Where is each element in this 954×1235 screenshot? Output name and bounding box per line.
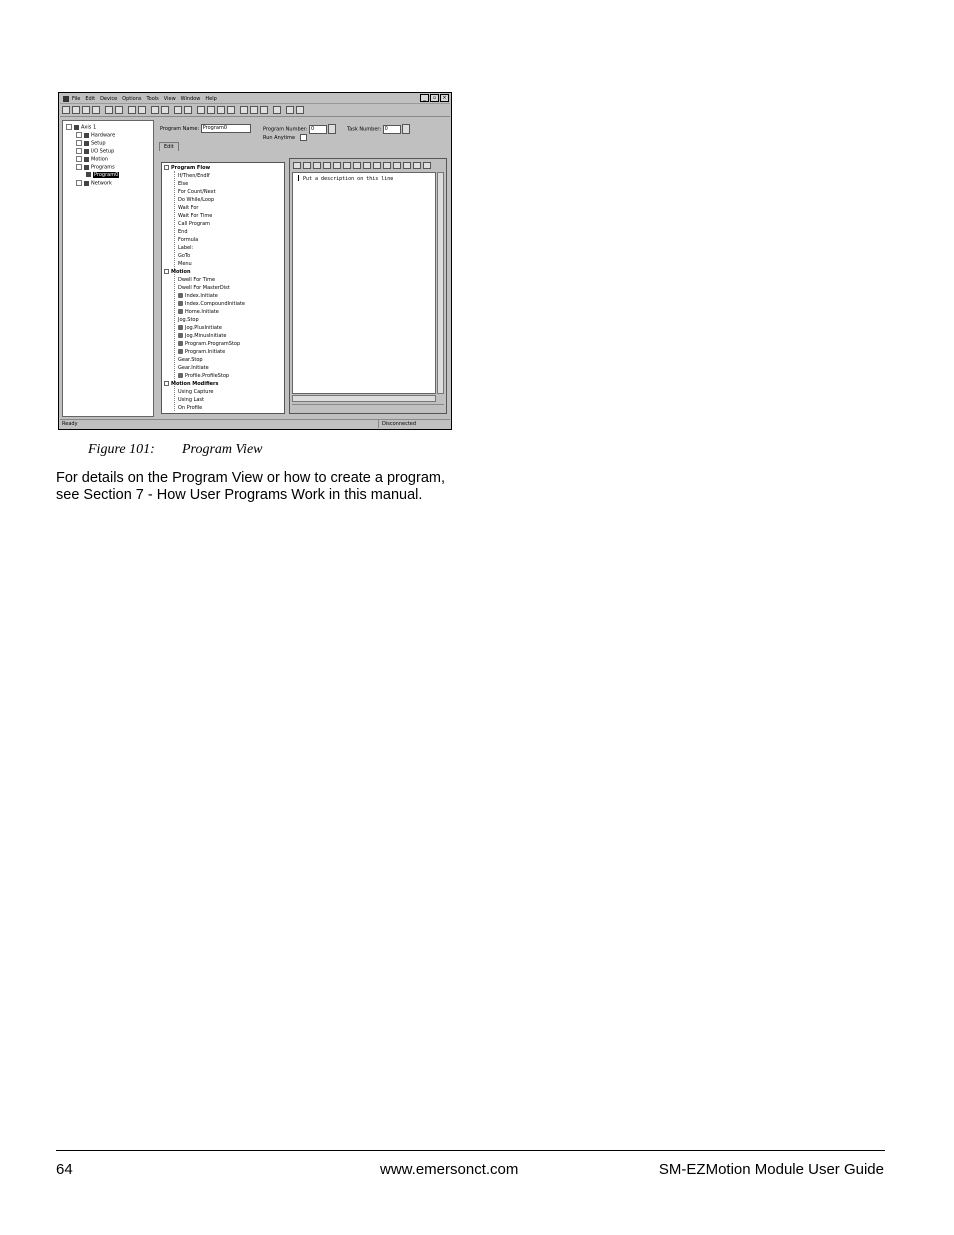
menu-item[interactable]: Edit — [85, 95, 96, 102]
toolbar-button-icon[interactable] — [286, 106, 294, 114]
motion-command-icon — [178, 341, 183, 346]
expand-icon[interactable] — [76, 180, 82, 186]
figure-number: Figure 101: — [88, 442, 155, 457]
command-label: Program.ProgramStop — [185, 341, 241, 347]
editor-toolbar-button-icon[interactable] — [393, 162, 401, 169]
editor-toolbar-button-icon[interactable] — [423, 162, 431, 169]
editor-toolbar-button-icon[interactable] — [303, 162, 311, 169]
menu-item[interactable]: Tools — [146, 95, 159, 102]
command-label: Index.Initiate — [185, 293, 218, 299]
tree-node-label: Axis 1 — [81, 124, 97, 131]
tree-node-label: Network — [91, 180, 112, 187]
editor-text-area[interactable] — [292, 172, 436, 394]
collapse-icon[interactable] — [164, 269, 169, 274]
command-label: End — [178, 229, 188, 235]
restore-icon[interactable]: ▫ — [430, 94, 439, 102]
run-anytime-row — [263, 134, 307, 141]
command-label: Index.CompoundInitiate — [185, 301, 246, 307]
command-label: Wait For — [178, 205, 199, 211]
editor-toolbar-button-icon[interactable] — [413, 162, 421, 169]
program-name-label: Program Name: — [160, 126, 200, 132]
editor-toolbar-button-icon[interactable] — [323, 162, 331, 169]
tree-node-label: Programs — [91, 164, 115, 171]
vertical-scrollbar[interactable] — [437, 172, 444, 394]
expand-icon[interactable] — [76, 148, 82, 154]
program-number-label: Program Number: — [263, 126, 308, 133]
minimize-icon[interactable]: _ — [420, 94, 429, 102]
tab-edit[interactable]: Edit — [159, 142, 179, 151]
tree-node[interactable] — [76, 180, 112, 187]
toolbar-button-icon[interactable] — [82, 106, 90, 114]
editor-toolbar-button-icon[interactable] — [343, 162, 351, 169]
tree-node-label: Program0 — [94, 172, 119, 178]
toolbar-button-icon[interactable] — [296, 106, 304, 114]
toolbar-button-icon[interactable] — [115, 106, 123, 114]
command-item[interactable] — [178, 333, 226, 339]
command-label: Do While/Loop — [178, 197, 215, 203]
tree-node-icon — [84, 141, 89, 146]
editor-toolbar-button-icon[interactable] — [353, 162, 361, 169]
footer-guide-title: SM-EZMotion Module User Guide — [658, 1161, 884, 1178]
tree-node[interactable] — [76, 156, 108, 163]
menu-item[interactable]: View — [163, 95, 176, 102]
collapse-icon[interactable] — [164, 165, 169, 170]
toolbar-button-icon[interactable] — [217, 106, 225, 114]
window-controls — [420, 94, 449, 102]
body-paragraph: For details on the Program View or how to create a program, see Section 7 - How User Programs Work in this manual. — [56, 470, 446, 503]
program-number-row — [263, 124, 336, 134]
collapse-icon[interactable] — [164, 381, 169, 386]
tree-node-label: Setup — [91, 140, 106, 147]
toolbar-button-icon[interactable] — [260, 106, 268, 114]
command-item[interactable] — [178, 277, 215, 283]
program-number-input[interactable]: 0 — [309, 125, 327, 134]
toolbar-button-icon[interactable] — [174, 106, 182, 114]
editor-toolbar-button-icon[interactable] — [373, 162, 381, 169]
toolbar-button-icon[interactable] — [273, 106, 281, 114]
toolbar-button-icon[interactable] — [138, 106, 146, 114]
motion-command-icon — [178, 333, 183, 338]
menu-item[interactable]: Window — [180, 95, 201, 102]
toolbar-button-icon[interactable] — [250, 106, 258, 114]
command-item[interactable] — [178, 373, 229, 379]
status-connection: Disconnected — [378, 420, 430, 428]
footer-website[interactable]: www.emersonct.com — [380, 1161, 519, 1178]
command-label: Jog.MinusInitiate — [185, 333, 227, 339]
command-label: Program.Initiate — [185, 349, 226, 355]
command-label: Wait For Time — [178, 213, 213, 219]
command-label: Motion — [171, 269, 191, 275]
command-item[interactable] — [178, 285, 230, 291]
command-item[interactable] — [178, 357, 203, 363]
program-view-screenshot — [58, 92, 452, 430]
tree-connector-line — [174, 171, 175, 411]
expand-icon[interactable] — [76, 156, 82, 162]
motion-command-icon — [178, 373, 183, 378]
command-item[interactable] — [178, 341, 240, 347]
command-item[interactable] — [178, 405, 202, 411]
command-label: Menu — [178, 261, 192, 267]
footer-rule — [56, 1150, 885, 1151]
command-label: For Count/Next — [178, 189, 216, 195]
command-item[interactable] — [178, 309, 219, 315]
motion-command-icon — [178, 309, 183, 314]
toolbar-button-icon[interactable] — [92, 106, 100, 114]
figure-title: Program View — [182, 442, 263, 457]
app-icon — [63, 96, 69, 102]
command-label: Call Program — [178, 221, 211, 227]
command-label: On Profile — [178, 405, 203, 411]
command-item[interactable] — [178, 221, 210, 227]
editor-toolbar-button-icon[interactable] — [363, 162, 371, 169]
command-label: Dwell For Time — [178, 277, 216, 283]
command-item[interactable] — [178, 349, 225, 355]
command-label: GoTo — [178, 253, 191, 259]
command-label: Gear.Stop — [178, 357, 203, 363]
task-number-spinner[interactable] — [402, 124, 410, 134]
menu-item[interactable]: Options — [122, 95, 142, 102]
command-item[interactable] — [178, 325, 222, 331]
command-label: If/Then/EndIf — [178, 173, 210, 179]
command-item[interactable] — [178, 213, 212, 219]
tree-node-icon — [84, 133, 89, 138]
editor-status-strip — [292, 404, 444, 413]
expand-icon[interactable] — [76, 140, 82, 146]
program-area — [157, 120, 449, 417]
toolbar-button-icon[interactable] — [105, 106, 113, 114]
toolbar-button-icon[interactable] — [62, 106, 70, 114]
menu-bar — [60, 94, 450, 104]
command-group[interactable] — [164, 165, 210, 171]
tree-node-label: Motion — [91, 156, 108, 163]
editor-toolbar — [291, 160, 445, 170]
run-anytime-label: Run Anytime — [263, 135, 296, 141]
tree-node[interactable] — [86, 172, 119, 178]
command-item[interactable] — [178, 365, 209, 371]
toolbar-button-icon[interactable] — [184, 106, 192, 114]
tree-node-icon — [84, 157, 89, 162]
motion-command-icon — [178, 349, 183, 354]
menu-item[interactable]: Device — [100, 95, 118, 102]
command-item[interactable] — [178, 253, 190, 259]
tree-node-label: Hardware — [91, 132, 116, 139]
tree-node-icon — [84, 149, 89, 154]
main-toolbar — [60, 104, 450, 117]
expand-icon[interactable] — [76, 132, 82, 138]
command-item[interactable] — [178, 261, 192, 267]
tree-node[interactable] — [76, 148, 114, 155]
editor-toolbar-button-icon[interactable] — [313, 162, 321, 169]
command-item[interactable] — [178, 229, 188, 235]
text-cursor — [298, 175, 299, 181]
command-item[interactable] — [178, 397, 204, 403]
command-label: Label: — [178, 245, 194, 251]
command-item[interactable] — [178, 301, 245, 307]
tree-node-icon — [84, 165, 89, 170]
task-number-input[interactable]: 0 — [383, 125, 401, 134]
command-item[interactable] — [178, 389, 213, 395]
toolbar-button-icon[interactable] — [72, 106, 80, 114]
tree-node-label: I/O Setup — [91, 148, 115, 155]
status-ready: Ready — [62, 421, 78, 427]
task-number-row — [347, 124, 410, 134]
command-item[interactable] — [178, 197, 214, 203]
device-tree — [62, 120, 154, 417]
command-item[interactable] — [178, 205, 198, 211]
task-number-label: Task Number: — [347, 126, 382, 133]
command-item[interactable] — [178, 189, 216, 195]
expand-icon[interactable] — [66, 124, 72, 130]
editor-toolbar-button-icon[interactable] — [403, 162, 411, 169]
command-label: Program Flow — [171, 165, 211, 171]
motion-command-icon — [178, 325, 183, 330]
tree-node-icon — [74, 125, 79, 130]
command-item[interactable] — [178, 181, 188, 187]
figure-caption — [88, 442, 263, 458]
command-group[interactable] — [164, 269, 191, 275]
toolbar-button-icon[interactable] — [207, 106, 215, 114]
command-label: Profile.ProfileStop — [185, 373, 230, 379]
program-number-spinner[interactable] — [328, 124, 336, 134]
toolbar-button-icon[interactable] — [128, 106, 136, 114]
menu-item[interactable]: File — [72, 95, 81, 102]
toolbar-button-icon[interactable] — [240, 106, 248, 114]
status-bar — [60, 419, 450, 428]
command-label: Dwell For MasterDist — [178, 285, 230, 291]
editor-toolbar-button-icon[interactable] — [293, 162, 301, 169]
command-label: Formula — [178, 237, 199, 243]
command-label: Jog.Stop — [178, 317, 199, 323]
editor-toolbar-button-icon[interactable] — [333, 162, 341, 169]
expand-icon[interactable] — [76, 164, 82, 170]
command-label: Using Capture — [178, 389, 214, 395]
tree-node-icon — [86, 172, 91, 177]
editor-toolbar-button-icon[interactable] — [383, 162, 391, 169]
command-group[interactable] — [164, 381, 219, 387]
program-name-input[interactable]: Program0 — [201, 124, 251, 133]
program-name-row — [160, 124, 251, 133]
program-editor — [289, 158, 447, 414]
command-label: Gear.Initiate — [178, 365, 209, 371]
editor-line[interactable]: Put a description on this line — [303, 176, 394, 182]
command-item[interactable] — [178, 317, 199, 323]
command-label: Motion Modifiers — [171, 381, 219, 387]
motion-command-icon — [178, 301, 183, 306]
command-label: Home.Initiate — [185, 309, 219, 315]
tree-node-icon — [84, 181, 89, 186]
command-label: Jog.PlusInitiate — [185, 325, 222, 331]
tree-node[interactable] — [76, 140, 106, 147]
toolbar-button-icon[interactable] — [151, 106, 159, 114]
menu-item[interactable]: Help — [205, 95, 217, 102]
horizontal-scrollbar[interactable] — [292, 395, 436, 402]
toolbar-button-icon[interactable] — [197, 106, 205, 114]
command-label: Using Last — [178, 397, 205, 403]
command-item[interactable] — [178, 293, 218, 299]
motion-command-icon — [178, 293, 183, 298]
tree-node[interactable] — [76, 132, 115, 139]
run-anytime-checkbox[interactable] — [300, 134, 307, 141]
page-number: 64 — [56, 1161, 73, 1178]
command-item[interactable] — [178, 237, 198, 243]
tree-node[interactable] — [66, 124, 96, 131]
toolbar-button-icon[interactable] — [161, 106, 169, 114]
command-tree — [161, 162, 285, 414]
command-label: Else — [178, 181, 189, 187]
toolbar-button-icon[interactable] — [227, 106, 235, 114]
close-icon[interactable]: × — [440, 94, 449, 102]
tree-node[interactable] — [76, 164, 115, 171]
command-item[interactable] — [178, 245, 193, 251]
command-item[interactable] — [178, 173, 210, 179]
